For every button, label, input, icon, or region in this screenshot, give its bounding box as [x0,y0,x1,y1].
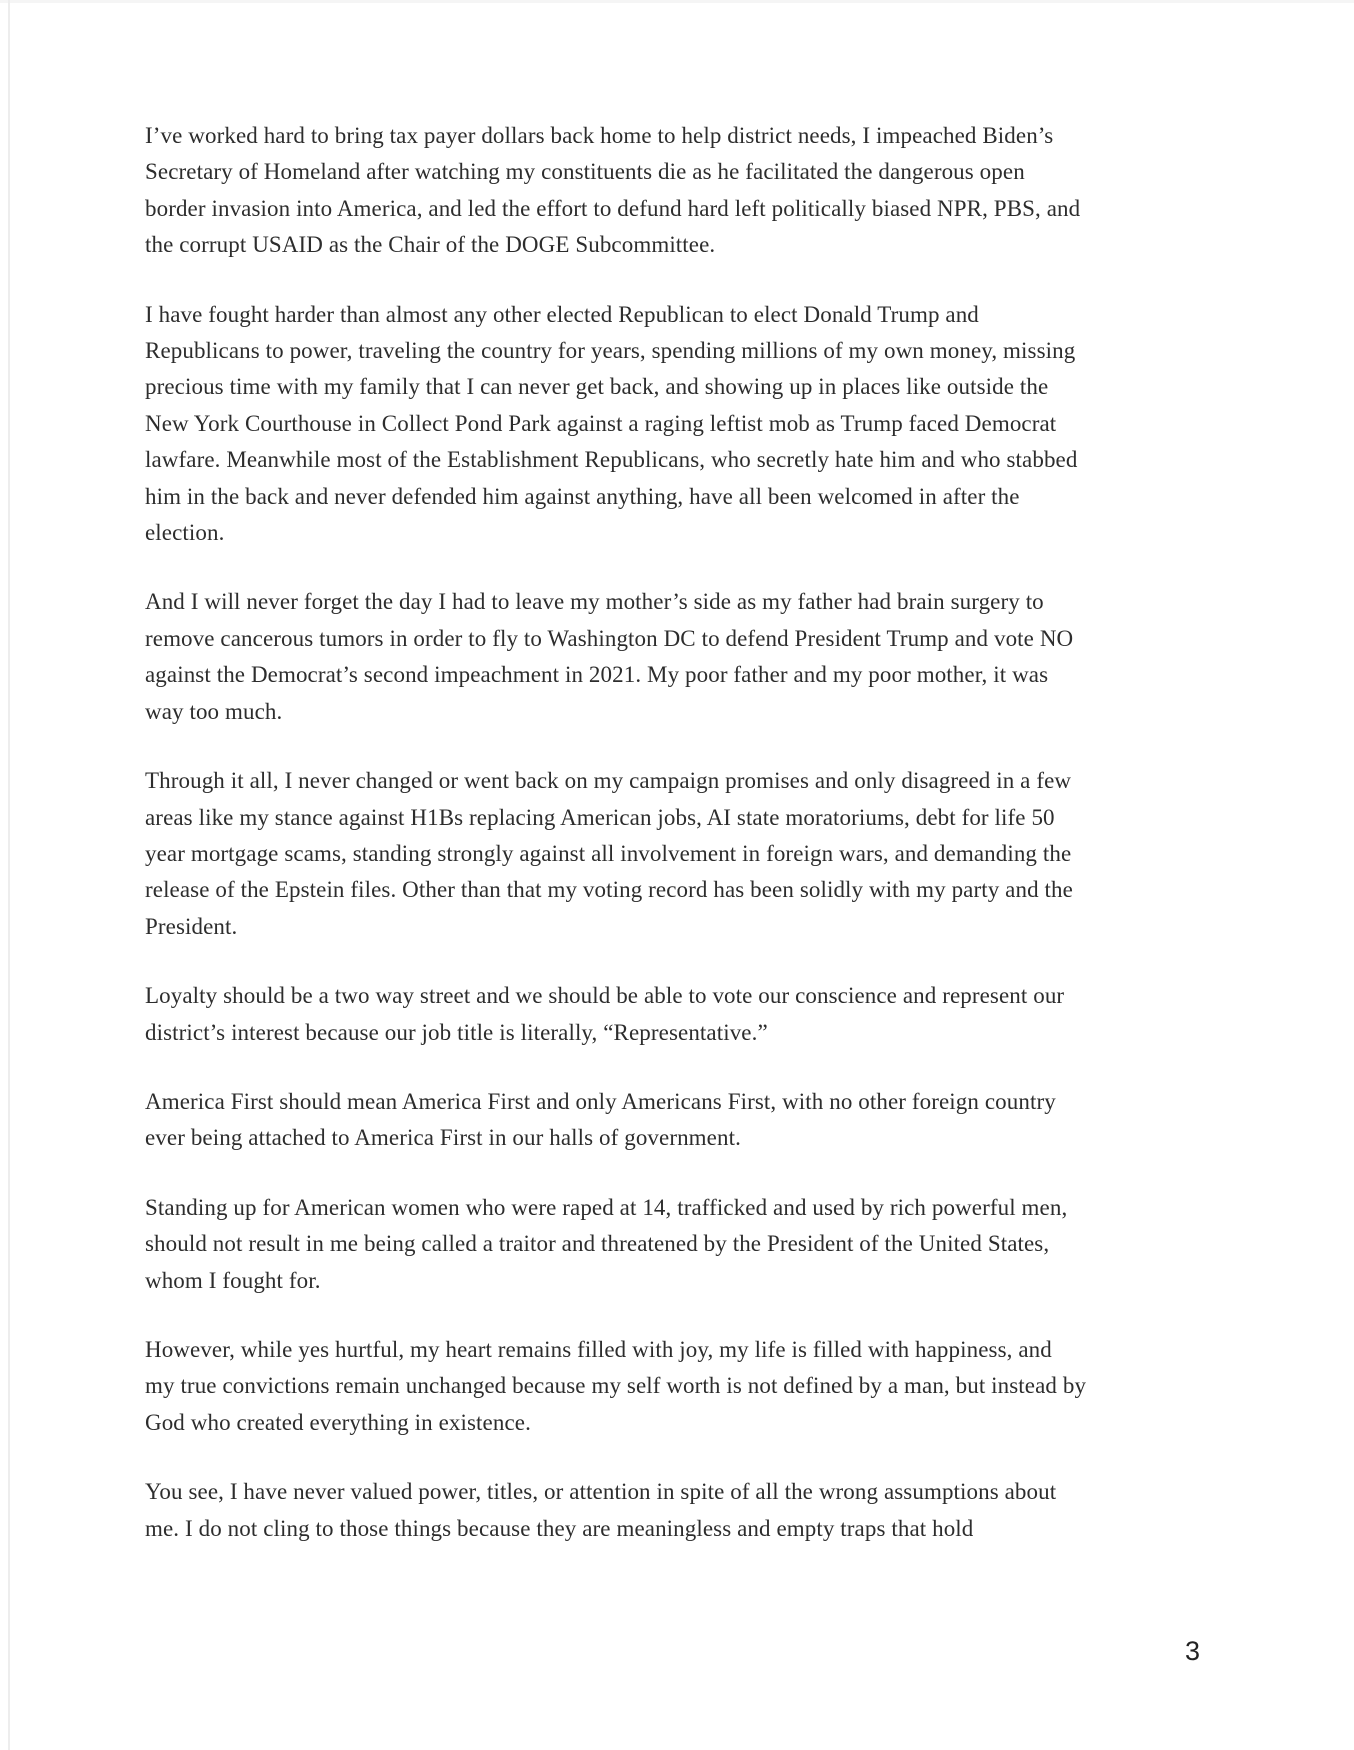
body-paragraph: And I will never forget the day I had to leave my mother’s side as my father had brain surgery to remove cancerous tumors in order to fly to Washington DC to defend President Trump and vote NO against the Democrat’s second impeachment in 2021. My poor father and my poor mother, it was way too much. [145,589,1074,724]
page-number: 3 [1185,1636,1201,1666]
scan-edge-left [8,0,10,1750]
body-paragraph: I’ve worked hard to bring tax payer dollars back home to help district needs, I impeached Biden’s Secretary of Homeland after watching my constituents die as he facilitated the dangerous open border invasion into America, and led the effort to defund hard left politically biased NPR, PBS, and the corrupt USAID as the Chair of the DOGE Subcommittee. [145,123,1081,258]
body-paragraph: However, while yes hurtful, my heart remains filled with joy, my life is filled with happiness, and my true convictions remain unchanged because my self worth is not defined by a man, but instead by God who created everything in existence. [145,1336,1087,1435]
page-body-text [145,118,1087,1580]
scan-edge-top [0,0,1354,3]
body-paragraph: You see, I have never valued power, titles, or attention in spite of all the wrong assumptions about me. I do not cling to those things because they are meaningless and empty traps that hold [145,1479,1057,1541]
body-paragraph: Standing up for American women who were raped at 14, trafficked and used by rich powerful men, should not result in me being called a traitor and threatened by the President of the United States, whom I fought for. [145,1194,1068,1293]
body-paragraph: Loyalty should be a two way street and we should be able to vote our conscience and represent our district’s interest because our job title is literally, “Representative.” [145,983,1065,1045]
body-paragraph: Through it all, I never changed or went back on my campaign promises and only disagreed in a few areas like my stance against H1Bs replacing American jobs, AI state moratoriums, debt for life 50 year mortgage scams, standing strongly against all involvement in foreign wars, and demanding the release of the Epstein files. Other than that my voting record has been solidly with my party and the President. [145,768,1073,939]
body-paragraph: America First should mean America First and only Americans First, with no other foreign country ever being attached to America First in our halls of government. [145,1088,1056,1151]
body-paragraph: I have fought harder than almost any other elected Republican to elect Donald Trump and Republicans to power, traveling the country for years, spending millions of my own money, missing precious time with my family that I can never get back, and showing up in places like outside the New York Courthouse in Collect Pond Park against a raging leftist mob as Trump faced Democrat lawfare. Meanwhile most of the Establishment Republicans, who secretly hate him and who stabbed him in the back and never defended him against anything, have all been welcomed in after the election. [145,301,1078,546]
